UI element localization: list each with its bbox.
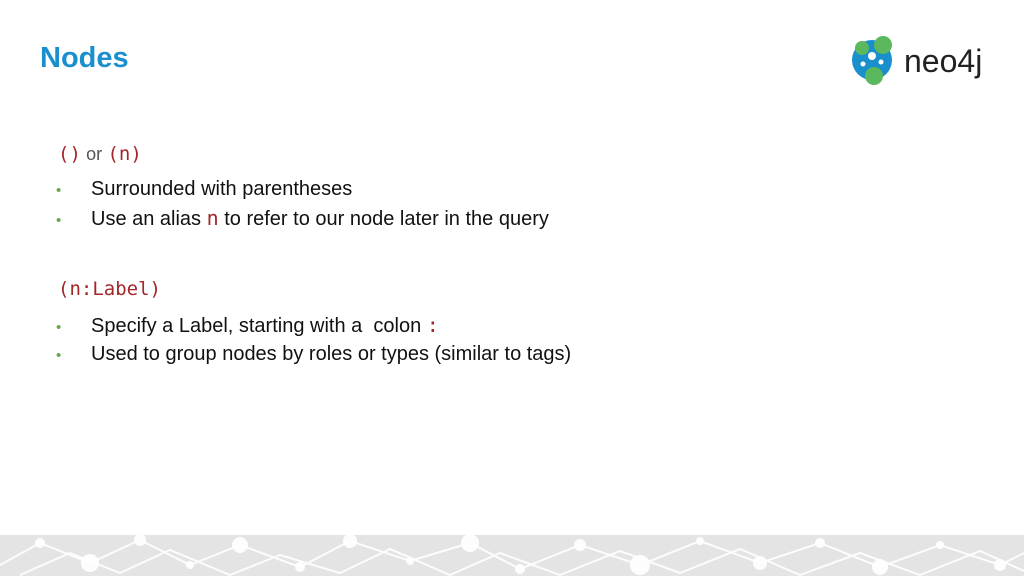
- code-empty-parens: (): [58, 143, 81, 165]
- neo4j-graph-icon: [852, 36, 892, 85]
- bullet-icon: •: [56, 182, 62, 199]
- alias-code: n: [206, 206, 219, 230]
- list-item: [56, 311, 571, 340]
- or-text: or: [86, 144, 103, 164]
- bullet-list-2: [56, 311, 571, 369]
- syntax-heading-1: [58, 143, 142, 166]
- code-label: (n:Label): [58, 278, 161, 300]
- footer-graph-pattern: [0, 535, 1024, 576]
- bullet-text: Used to group nodes by roles or types (similar to tags): [91, 343, 572, 365]
- neo4j-logo: [848, 32, 998, 90]
- bullet-text: to refer to our node later in the query: [218, 208, 549, 230]
- list-item: [56, 204, 549, 233]
- list-item: [56, 340, 571, 369]
- logo-text: neo4j: [904, 43, 983, 79]
- code-n-parens: (n): [107, 143, 142, 165]
- bullet-text: Use an alias: [91, 208, 207, 230]
- bullet-list-1: [56, 175, 549, 233]
- colon-code: :: [426, 313, 439, 337]
- bullet-icon: •: [56, 212, 62, 229]
- syntax-heading-2: [58, 278, 161, 301]
- bullet-text: Specify a Label, starting with a colon: [91, 315, 427, 337]
- slide-title: Nodes: [40, 42, 129, 74]
- bullet-text: Surrounded with parentheses: [91, 178, 353, 200]
- bullet-icon: •: [56, 347, 62, 364]
- bullet-icon: •: [56, 319, 62, 336]
- list-item: [56, 175, 549, 204]
